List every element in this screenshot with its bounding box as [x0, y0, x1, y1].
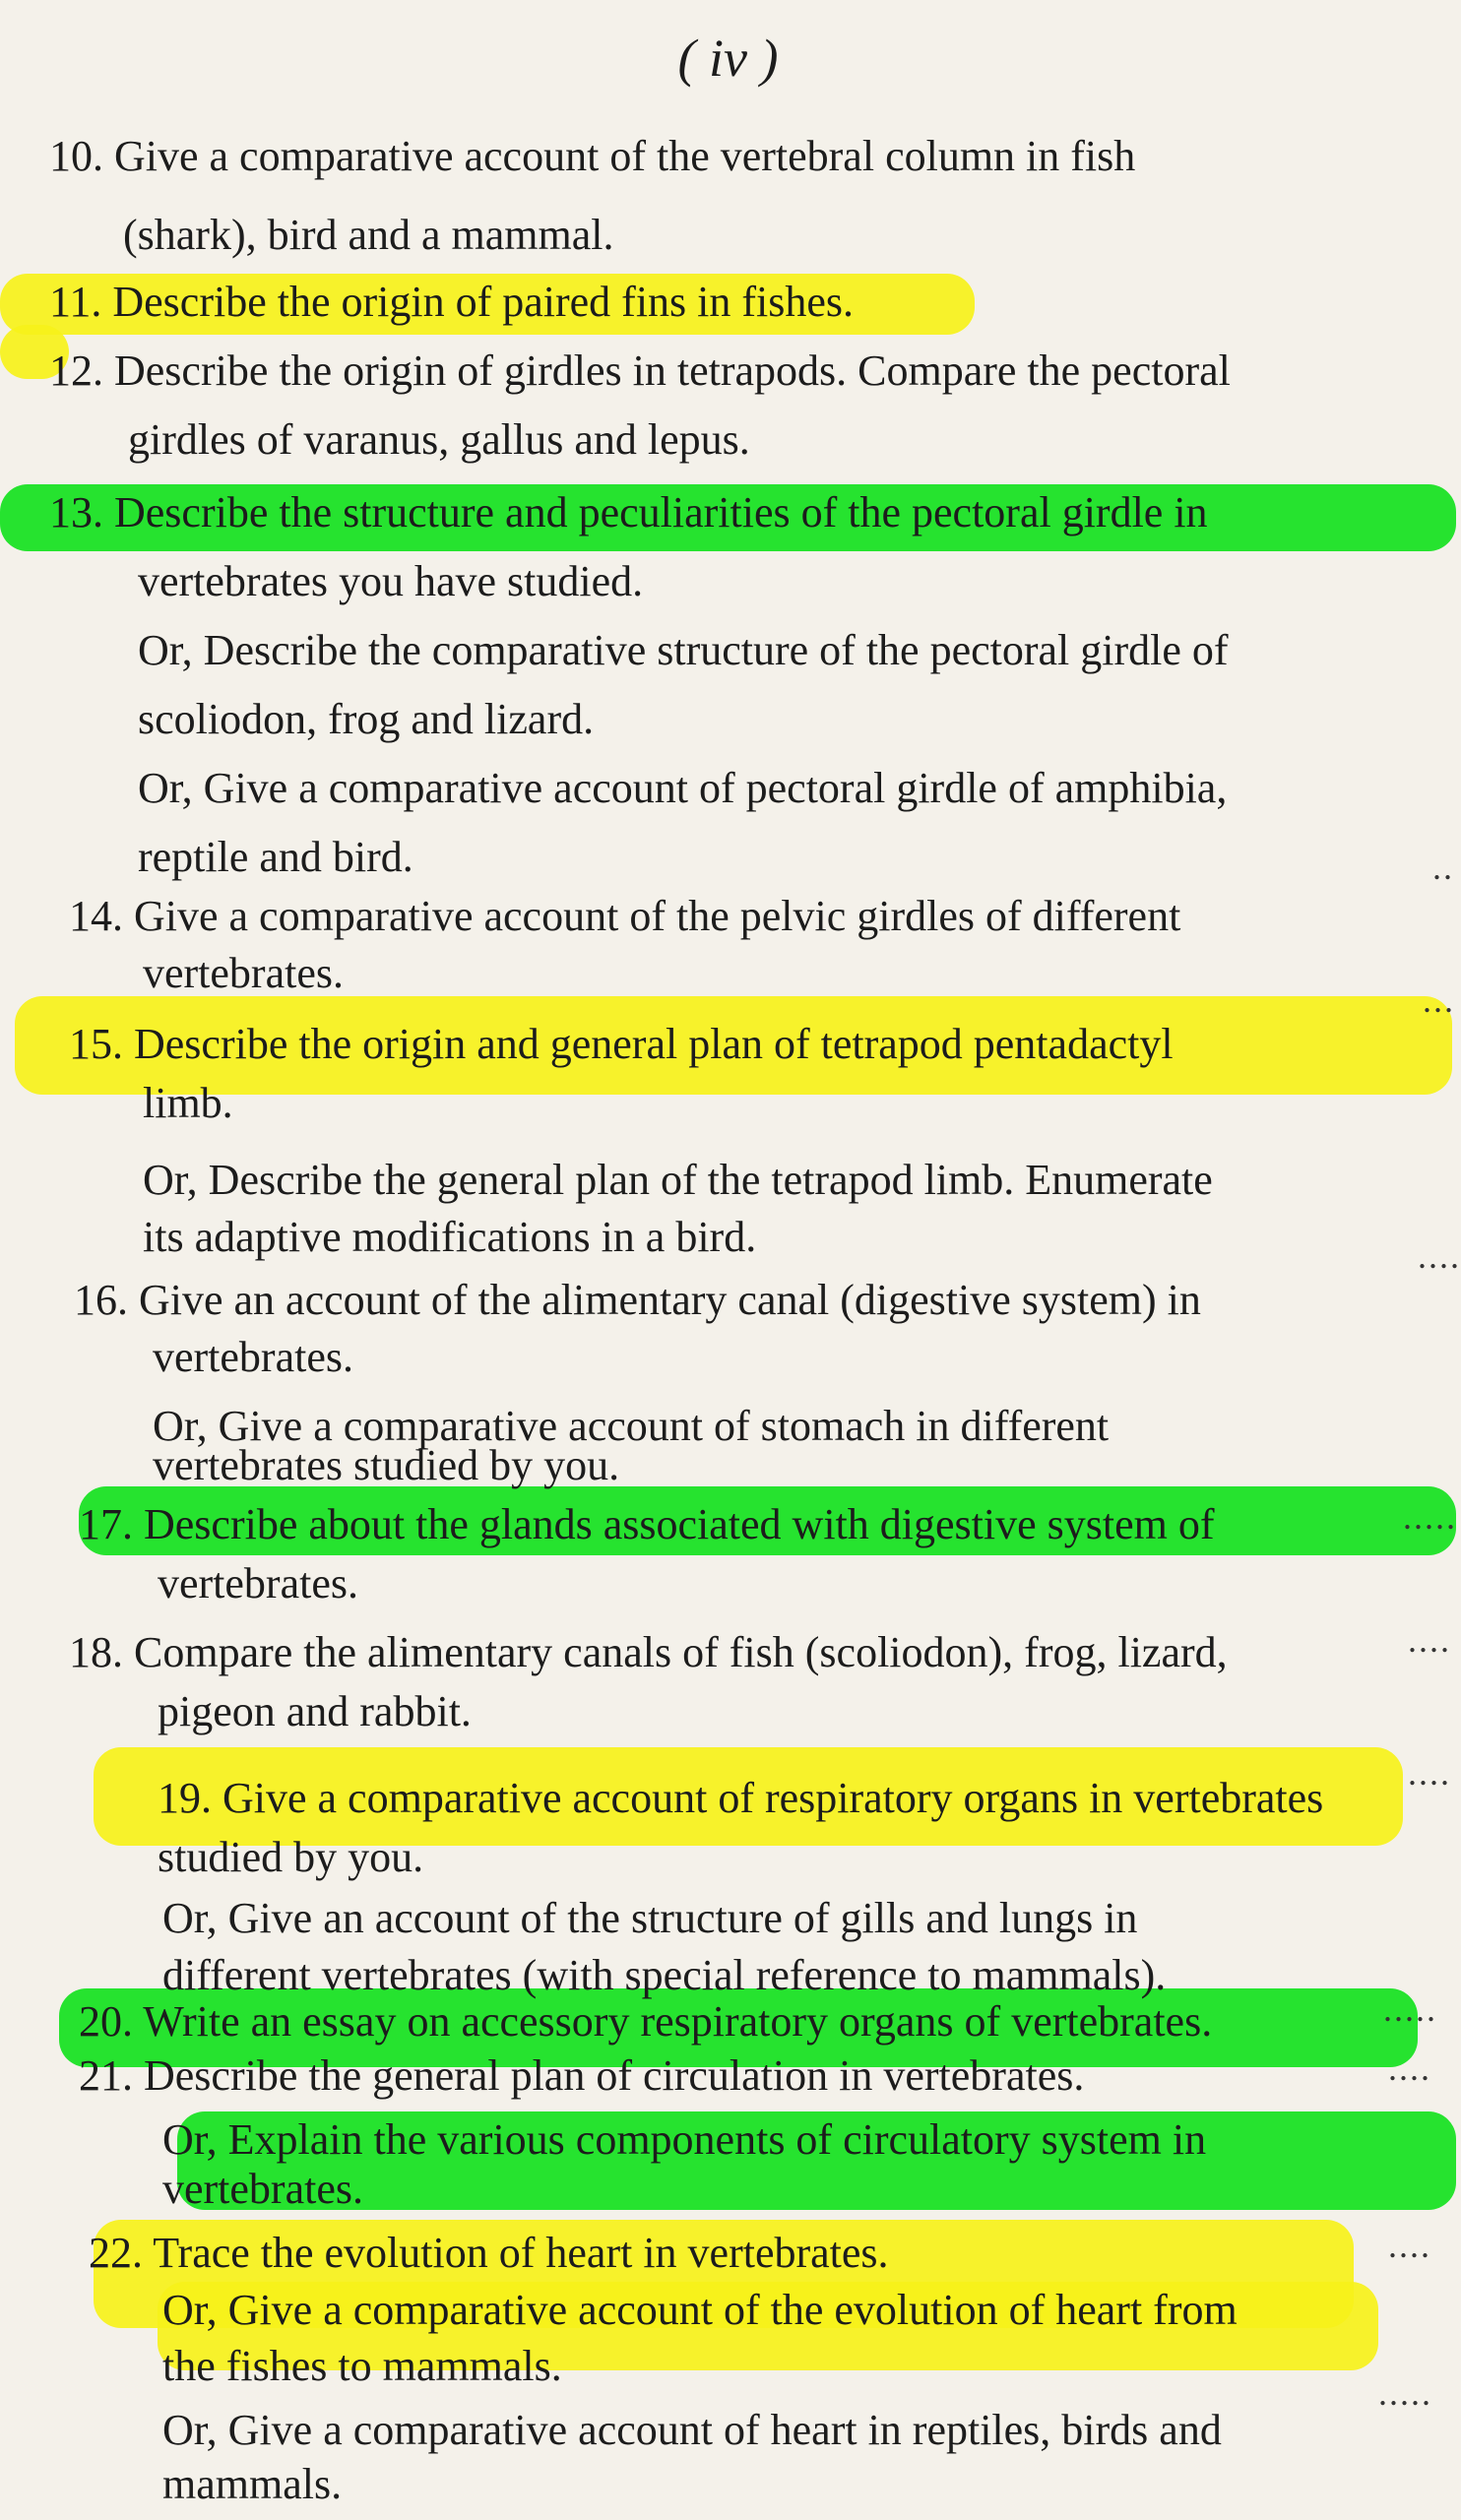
question-line: vertebrates you have studied. — [138, 557, 644, 605]
question-line: scoliodon, frog and lizard. — [138, 695, 595, 743]
question-line: 15. Describe the origin and general plan of tetrapod pentadactyl — [69, 1020, 1174, 1068]
question-line: 19. Give a comparative account of respiratory organs in vertebrates — [158, 1774, 1324, 1822]
question-line: pigeon and rabbit. — [158, 1687, 472, 1735]
question-line: 21. Describe the general plan of circulation in vertebrates. — [79, 2051, 1085, 2100]
question-line: girdles of varanus, gallus and lepus. — [128, 415, 750, 464]
margin-dots: .... — [1408, 1753, 1451, 1793]
margin-dots: .... — [1418, 1236, 1461, 1276]
question-line: its adaptive modifications in a bird. — [143, 1213, 757, 1261]
question-line: vertebrates. — [153, 1333, 353, 1381]
question-line: limb. — [143, 1079, 233, 1127]
question-line: 22. Trace the evolution of heart in vertebrates. — [89, 2229, 889, 2277]
margin-dots: .... — [1408, 1620, 1451, 1660]
margin-dots: .. — [1432, 848, 1454, 887]
question-line: 20. Write an essay on accessory respiratory organs of vertebrates. — [79, 1997, 1213, 2046]
question-line: Or, Describe the general plan of the tetrapod limb. Enumerate — [143, 1156, 1213, 1204]
question-line: vertebrates. — [158, 1559, 358, 1607]
question-line: 14. Give a comparative account of the pelvic girdles of different — [69, 892, 1181, 940]
margin-dots: ... — [1423, 980, 1455, 1020]
question-line: 10. Give a comparative account of the vertebral column in fish — [49, 132, 1136, 180]
question-line: Or, Give a comparative account of the evolution of heart from — [162, 2286, 1238, 2334]
question-line: Or, Give an account of the structure of gills and lungs in — [162, 1894, 1138, 1942]
margin-dots: .... — [1388, 2048, 1431, 2088]
question-line: 12. Describe the origin of girdles in tetrapods. Compare the pectoral — [49, 346, 1231, 395]
question-line: vertebrates. — [143, 949, 344, 997]
question-line: vertebrates studied by you. — [153, 1441, 620, 1489]
question-line: 13. Describe the structure and peculiarities of the pectoral girdle in — [49, 488, 1208, 536]
question-line: Or, Give a comparative account of stomach in different — [153, 1402, 1110, 1450]
page-number: ( iv ) — [677, 29, 779, 88]
margin-dots: ..... — [1378, 2373, 1432, 2413]
question-line: studied by you. — [158, 1833, 424, 1881]
question-line: (shark), bird and a mammal. — [123, 211, 614, 259]
question-line: the fishes to mammals. — [162, 2342, 562, 2390]
question-line: 18. Compare the alimentary canals of fish (scoliodon), frog, lizard, — [69, 1628, 1228, 1676]
question-line: Or, Give a comparative account of pectoral girdle of amphibia, — [138, 764, 1228, 812]
question-line: 16. Give an account of the alimentary canal (digestive system) in — [74, 1276, 1201, 1324]
margin-dots: ..... — [1403, 1497, 1457, 1537]
question-line: reptile and bird. — [138, 833, 413, 881]
margin-dots: .... — [1388, 2226, 1431, 2265]
question-line: mammals. — [162, 2460, 343, 2508]
question-line: 11. Describe the origin of paired fins in fishes. — [49, 278, 855, 326]
margin-dots: ..... — [1383, 1989, 1437, 2029]
question-line: vertebrates. — [162, 2165, 363, 2213]
question-line: Or, Describe the comparative structure of the pectoral girdle of — [138, 626, 1229, 674]
question-line: Or, Explain the various components of circulatory system in — [162, 2115, 1207, 2164]
question-line: Or, Give a comparative account of heart in reptiles, birds and — [162, 2406, 1222, 2454]
question-line: 17. Describe about the glands associated with digestive system of — [79, 1500, 1215, 1548]
question-line: different vertebrates (with special reference to mammals). — [162, 1951, 1167, 1999]
